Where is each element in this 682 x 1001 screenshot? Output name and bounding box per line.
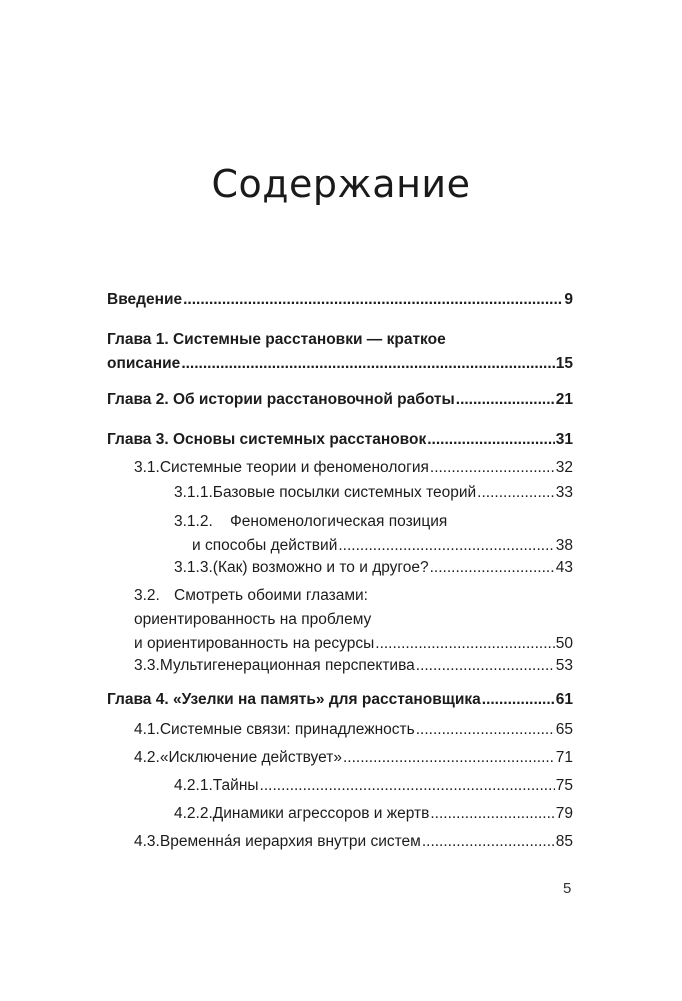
toc-entry-page: 85 <box>555 833 573 850</box>
toc-entry-text: и ориентированность на ресурсы <box>134 635 375 652</box>
toc-entry-line <box>174 534 573 558</box>
toc-entry-number: 4.1. <box>134 721 160 738</box>
toc-entry-page: 71 <box>555 749 573 766</box>
toc-entry <box>107 428 573 452</box>
toc-entry <box>107 688 573 712</box>
toc-entry <box>107 288 573 312</box>
page-title: Содержание <box>211 162 471 206</box>
toc-entry-text: описание <box>107 355 181 372</box>
toc-entry <box>134 830 573 854</box>
toc-entry <box>174 510 573 558</box>
toc-entry-line <box>107 288 573 312</box>
dot-leader <box>416 718 555 742</box>
toc-entry-number: 3.1. <box>134 459 160 476</box>
toc-entry-text: Глава 2. Об истории расстановочной работы <box>107 391 455 408</box>
toc-entry-page: 9 <box>564 291 573 308</box>
toc-entry-page: 38 <box>555 537 573 554</box>
toc-entry <box>134 746 573 770</box>
toc-entry <box>107 388 573 412</box>
toc-entry-number: 4.2.1. <box>174 777 213 794</box>
toc-entry-page: 53 <box>555 657 573 674</box>
dot-leader <box>430 556 555 580</box>
toc-entry-text: Смотреть обоими глазами: <box>174 587 368 604</box>
toc-entry-page: 50 <box>555 635 573 652</box>
toc-entry-line <box>174 802 573 826</box>
toc-entry <box>134 654 573 678</box>
toc-entry-text: (Как) возможно и то и другое? <box>212 559 429 576</box>
toc-entry-line <box>174 774 573 798</box>
toc-entry-text: Феноменологическая позиция <box>230 513 448 530</box>
toc-entry-line <box>134 718 573 742</box>
toc-entry-number: 3.1.3. <box>174 559 213 576</box>
toc-entry-page: 31 <box>555 431 573 448</box>
toc-entry <box>174 774 573 798</box>
toc-entry-number: 4.2.2. <box>174 805 213 822</box>
toc-entry-text: Глава 1. Системные расстановки — краткое <box>107 331 446 348</box>
toc-entry-line <box>107 328 573 352</box>
toc-entry-text: Системные связи: принадлежность <box>159 721 415 738</box>
dot-leader <box>183 288 563 312</box>
toc-entry-number: 3.2. <box>134 587 160 604</box>
toc-entry-line <box>174 510 573 534</box>
toc-entry-number: 3.3. <box>134 657 160 674</box>
toc-entry-line <box>107 428 573 452</box>
dot-leader <box>422 830 555 854</box>
toc-entry <box>134 718 573 742</box>
toc-entry <box>174 802 573 826</box>
toc-entry-line <box>134 654 573 678</box>
dot-leader <box>260 774 555 798</box>
toc-entry-line <box>107 388 573 412</box>
dot-leader <box>477 481 555 505</box>
toc-entry-page: 75 <box>555 777 573 794</box>
toc-entry-text: Глава 3. Основы системных расстановок <box>107 431 427 448</box>
toc-entry-page: 33 <box>555 484 573 501</box>
toc-entry-line <box>134 584 573 608</box>
toc-entry-page: 21 <box>555 391 573 408</box>
toc-entry-text: Базовые посылки системных теорий <box>212 484 477 501</box>
toc-entry-number: 3.1.2. <box>174 513 213 530</box>
toc-entry-line <box>134 632 573 656</box>
toc-entry-text: Динамики агрессоров и жертв <box>212 805 430 822</box>
dot-leader <box>427 428 555 452</box>
toc-entry-text: «Исключение действует» <box>159 749 342 766</box>
toc-entry-number: 3.1.1. <box>174 484 213 501</box>
dot-leader <box>430 802 554 826</box>
toc-entry-text: Глава 4. «Узелки на память» для расстановщика <box>107 691 481 708</box>
dot-leader <box>343 746 555 770</box>
toc-entry-page: 61 <box>555 691 573 708</box>
toc-entry-page: 65 <box>555 721 573 738</box>
dot-leader <box>430 456 555 480</box>
toc-entry-line <box>134 456 573 480</box>
toc-entry <box>174 556 573 580</box>
dot-leader <box>456 388 555 412</box>
toc-entry-line <box>134 746 573 770</box>
dot-leader <box>375 632 554 656</box>
dot-leader <box>181 352 554 376</box>
toc-entry-text: и способы действий <box>192 537 338 554</box>
toc-entry <box>107 328 573 376</box>
toc-entry-line <box>174 556 573 580</box>
toc-entry-line <box>134 830 573 854</box>
toc-entry-text: Мультигенерационная перспектива <box>159 657 415 674</box>
toc-entry-text: ориентированность на проблему <box>134 611 372 628</box>
toc-entry-line <box>134 608 573 632</box>
toc-entry <box>174 481 573 505</box>
toc-entry-number: 4.3. <box>134 833 160 850</box>
dot-leader <box>482 688 555 712</box>
toc-entry-page: 79 <box>555 805 573 822</box>
toc-entry-text: Тайны <box>212 777 259 794</box>
toc-entry-page: 43 <box>555 559 573 576</box>
toc-entry-line <box>107 352 573 376</box>
toc-entry-line <box>174 481 573 505</box>
toc-entry-page: 15 <box>555 355 573 372</box>
toc-entry-text: Временна́я иерархия внутри систем <box>159 833 421 850</box>
dot-leader <box>338 534 554 558</box>
dot-leader <box>416 654 555 678</box>
page-number: 5 <box>563 880 572 897</box>
toc-entry-text: Системные теории и феноменология <box>159 459 429 476</box>
toc-entry <box>134 456 573 480</box>
toc-entry-page: 32 <box>555 459 573 476</box>
toc-entry-text: Введение <box>107 291 183 308</box>
toc-entry <box>134 584 573 656</box>
toc-entry-number: 4.2. <box>134 749 160 766</box>
toc-entry-line <box>107 688 573 712</box>
